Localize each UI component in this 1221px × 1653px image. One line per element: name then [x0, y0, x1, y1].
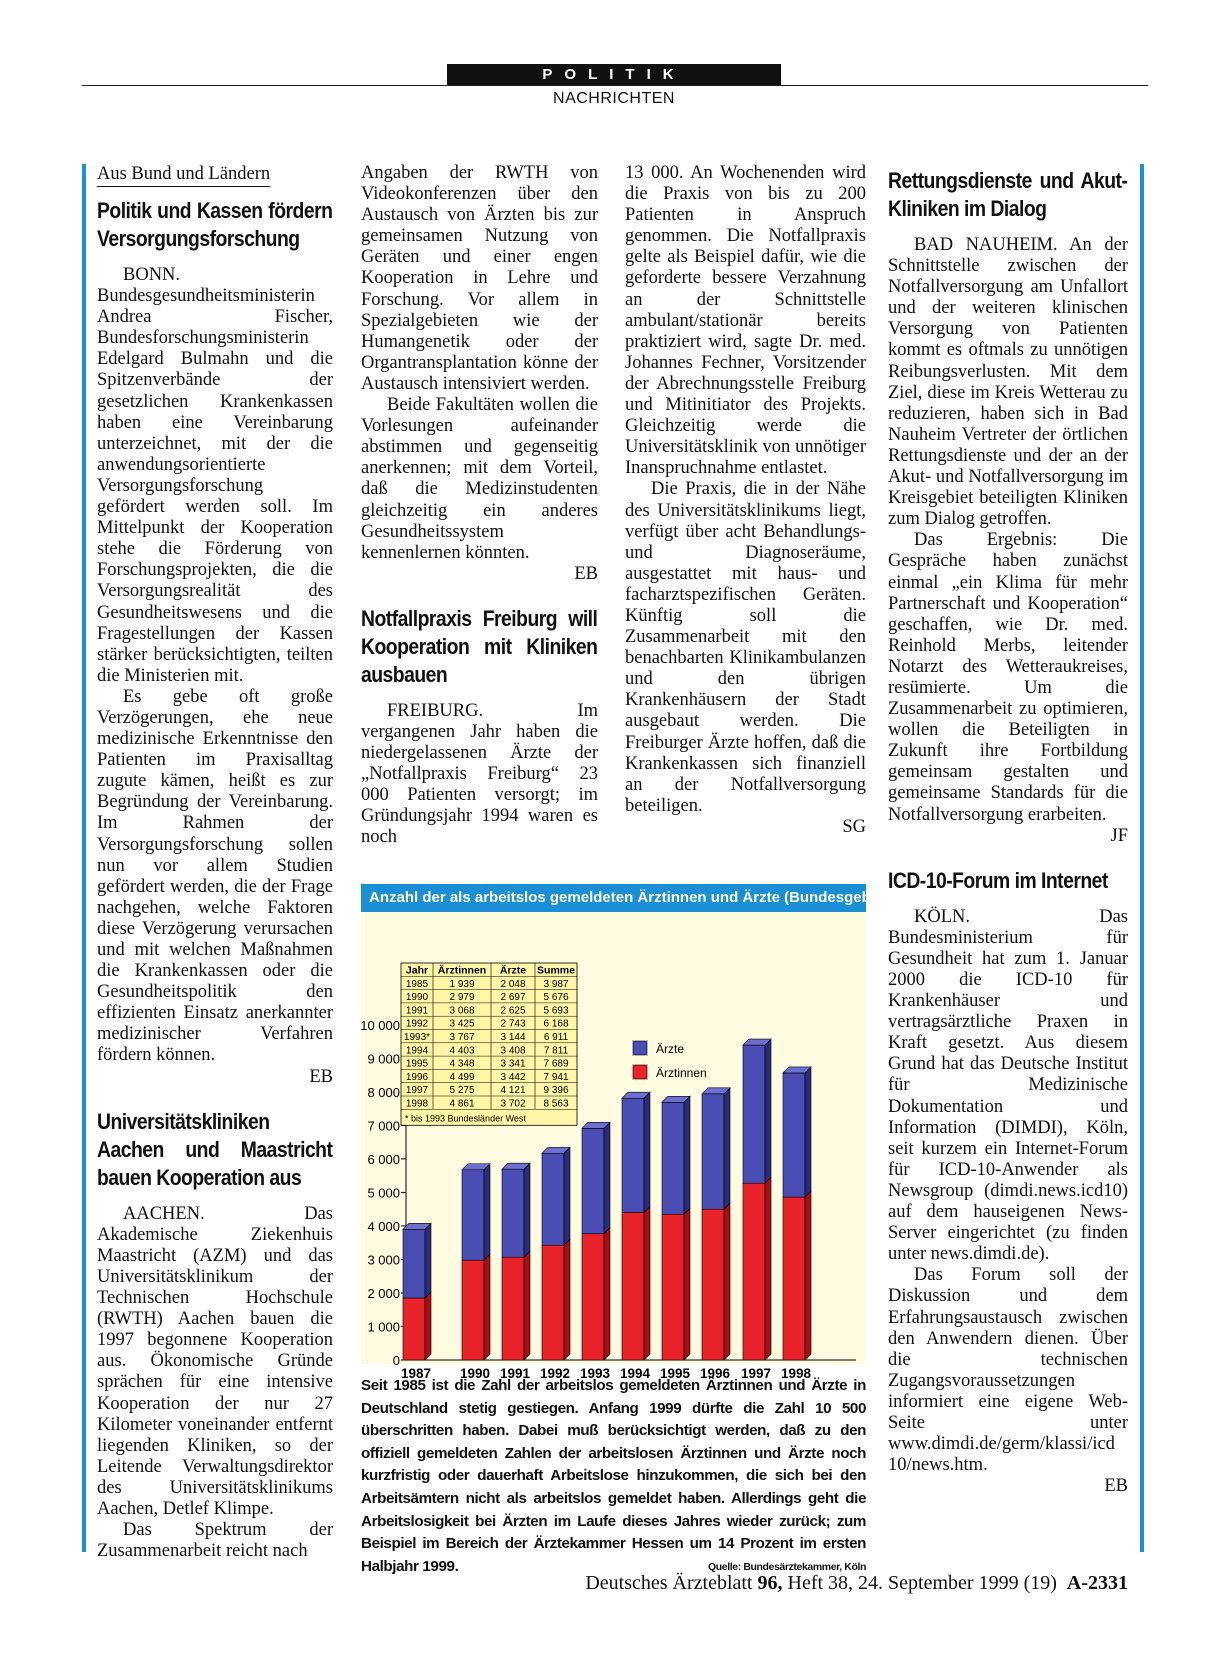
headline: Rettungsdienste und Akut-Kliniken im Dialog — [888, 168, 1128, 221]
table-cell: 4 348 — [449, 1058, 475, 1070]
table-cell: 8 563 — [543, 1098, 569, 1110]
bar-side — [765, 1039, 771, 1183]
x-tick-label: 1993 — [579, 1366, 611, 1381]
article-notfallpraxis-freiburg — [361, 605, 598, 849]
paragraph: Das Spektrum der Zusammenarbeit reicht nach — [97, 1520, 333, 1562]
bar-Ärztinnen-1994 — [622, 1206, 650, 1360]
bar-side — [484, 1164, 490, 1260]
paragraph: Beide Fakultäten wollen die Vorlesungen aufeinander abstimmen und gegenseitig anerkennen; mit dem Vorteil, daß die Medizinstudenten gleichzeitig ein anderes Gesundheitssystem kennenlernen könnten. — [361, 395, 598, 563]
y-tick-label: 8 000 — [367, 1084, 400, 1100]
table-cell: 1995 — [405, 1058, 429, 1070]
table-cell: 7 811 — [543, 1045, 569, 1057]
table-cell: 1996 — [405, 1071, 429, 1083]
table-cell: 3 408 — [500, 1045, 526, 1057]
bar-Ärzte-1997 — [743, 1039, 771, 1183]
y-tick-label: 5 000 — [367, 1185, 400, 1201]
bar-front — [502, 1257, 524, 1360]
table-cell: 3 442 — [500, 1071, 526, 1083]
bar-side — [524, 1163, 530, 1257]
table-cell: 1998 — [405, 1098, 429, 1110]
chart-caption — [361, 1375, 866, 1578]
signature: EB — [309, 1066, 333, 1087]
bar-Ärztinnen-1987 — [403, 1292, 431, 1360]
table-cell: 3 987 — [543, 978, 569, 990]
y-tick-label: 7 000 — [367, 1118, 400, 1134]
bar-side — [604, 1122, 610, 1233]
paragraph: Das Ergebnis: Die Gespräche haben zunächst einmal „ein Klima für mehr Partnerschaft und Kooperation“ geschaffen, wie Dr. med. Reinhold Merbs, leitender Notarzt des Wetteraukreises, resümierte. Um die Zusammenarbeit zu optimieren, wollen die Beteiligten in Zukunft ihre Fortbildung gemeinsam gestalten und gemeinsame Standards für die Notfallversorgung erarbeiten. — [888, 530, 1128, 825]
journal-name: Deutsches Ärzteblatt — [585, 1572, 753, 1594]
column-3 — [625, 163, 866, 838]
volume: 96, — [757, 1572, 783, 1594]
bar-Ärztinnen-1992 — [542, 1239, 570, 1360]
table-cell: 2 979 — [449, 992, 475, 1004]
y-tick-label: 0 — [392, 1353, 400, 1368]
table-cell: 1997 — [405, 1085, 429, 1097]
table-cell: 1992 — [405, 1018, 429, 1030]
table-cell: 5 693 — [543, 1005, 569, 1017]
bar-front — [783, 1073, 805, 1197]
table-header-cell: Ärzte — [499, 964, 527, 977]
x-tick-label: 1990 — [459, 1366, 491, 1381]
table-cell: 9 396 — [543, 1085, 569, 1097]
bar-front — [622, 1212, 644, 1360]
bar-side — [684, 1208, 690, 1360]
section-label: POLITIK — [447, 64, 781, 85]
bar-Ärzte-1998 — [783, 1067, 811, 1197]
paragraph: BAD NAUHEIM. An der Schnittstelle zwischen der Notfallversorgung am Unfallort und der weiteren klinischen Versorgung von Patienten kommt es oftmals zu unnötigen Reibungsverlusten. Mit dem Ziel, diese im Kreis Wetterau zu reduzieren, haben sich in Bad Nauheim Vertreter der örtlichen Rettungsdienste und der an der Akut- und Notfallversorgung im Kreisgebiet beteiligten Kliniken zum Dialog getroffen. — [888, 235, 1128, 530]
bar-front — [743, 1183, 765, 1360]
bar-front — [542, 1245, 564, 1360]
table-header-cell: Summe — [537, 964, 575, 977]
table-header-cell: Jahr — [405, 964, 429, 977]
table-cell: 4 121 — [500, 1085, 526, 1097]
bar-front — [783, 1197, 805, 1360]
headline: Notfallpraxis Freiburg will Kooperation mit Kliniken ausbauen — [361, 605, 598, 687]
bar-Ärzte-1987 — [403, 1223, 431, 1298]
table-cell: 2 743 — [500, 1018, 526, 1030]
bar-side — [724, 1088, 730, 1209]
table-cell: 4 499 — [449, 1071, 475, 1083]
signature: SG — [842, 816, 866, 837]
bar-side — [564, 1147, 570, 1245]
bar-side — [524, 1251, 530, 1360]
bar-front — [542, 1153, 564, 1245]
bar-Ärzte-1991 — [502, 1163, 530, 1257]
article-rettungsdienste — [888, 167, 1128, 847]
chart-title: Anzahl der als arbeitslos gemeldeten Ärztinnen und Ärzte (Bundesgebiet) — [361, 884, 866, 912]
table-cell: 7 689 — [543, 1058, 569, 1070]
bar-side — [425, 1223, 431, 1298]
table-cell: 3 767 — [449, 1032, 475, 1043]
bar-Ärztinnen-1995 — [662, 1208, 690, 1360]
article-versorgungsforschung — [97, 163, 333, 1088]
bar-Ärzte-1990 — [462, 1164, 490, 1260]
y-tick-label: 1 000 — [367, 1319, 400, 1335]
legend-swatch — [633, 1041, 647, 1055]
table-cell: 6 168 — [543, 1018, 569, 1030]
paragraph: 13 000. An Wochenenden wird die Praxis von bis zu 200 Patienten in Anspruch genommen. Die Notfallpraxis gelte als Beispiel dafür, wie die geforderte bessere Verzahnung an der Schnittstelle ambulant/stationär bereits praktiziert wird, sagte Dr. med. Johannes Fechner, Vorsitzender der Abrechnungsstelle Freiburg und Mitinitiator des Projekts. Gleichzeitig werde die Universitätsklinik von unnötiger Inanspruchnahme entlastet. — [625, 163, 866, 479]
bar-Ärzte-1993 — [582, 1122, 610, 1233]
table-cell: 6 911 — [543, 1032, 569, 1043]
bar-Ärztinnen-1998 — [783, 1191, 811, 1360]
legend-label: Ärzte — [656, 1042, 685, 1056]
paragraph: Die Praxis, die in der Nähe des Universitätsklinikums liegt, verfügt über acht Behandlungs- und Diagnoseräume, ausgestattet mit haus- und facharztspezifischen Geräten. Künftig soll die Zusammenarbeit mit den benachbarten Klinikambulanzen und den übrigen Krankenhäusern der Stadt ausgebaut werden. Die Freiburger Ärzte hoffen, daß die Krankenkassen sich finanziell an der Notfallversorgung beteiligen. — [625, 479, 866, 816]
bar-Ärztinnen-1997 — [743, 1177, 771, 1360]
page-number: A-2331 — [1066, 1572, 1128, 1594]
chart-source: Quelle: Bundesärztekammer, Köln — [708, 1560, 866, 1573]
table-cell: 1991 — [405, 1005, 429, 1017]
article-aachen-maastricht — [97, 1108, 333, 1563]
table-cell: 1990 — [405, 992, 429, 1004]
table-header-cell: Ärztinnen — [437, 964, 487, 977]
bar-side — [724, 1203, 730, 1360]
signature: JF — [1110, 825, 1128, 846]
bar-front — [403, 1298, 425, 1360]
issue: Heft 38, 24. September 1999 (19) — [787, 1572, 1057, 1594]
y-tick-label: 10 000 — [360, 1017, 400, 1033]
table-cell: 2 048 — [500, 978, 526, 990]
paragraph: Das Forum soll der Diskussion und dem Erfahrungsaustausch zwischen den Anwendern dienen. Über die technischen Zugangsvoraussetzungen informiert eine eigene Web-Seite unter www.dimdi.de/germ/klassi/icd 10/news.htm. — [888, 1265, 1128, 1476]
bar-side — [805, 1067, 811, 1197]
bar-front — [582, 1128, 604, 1233]
legend-swatch — [633, 1065, 647, 1079]
x-tick-label: 1998 — [780, 1366, 812, 1381]
headline: Politik und Kassen fördern Versorgungsforschung — [97, 198, 333, 251]
bar-Ärztinnen-1993 — [582, 1228, 610, 1360]
left-accent-bar — [82, 164, 86, 1552]
bar-front — [743, 1045, 765, 1183]
article-icd10-forum — [888, 867, 1128, 1498]
column-2 — [361, 163, 598, 849]
bar-side — [564, 1239, 570, 1360]
signature: EB — [1104, 1476, 1128, 1497]
table-cell: 4 861 — [449, 1098, 475, 1110]
bar-front — [622, 1098, 644, 1212]
bar-front — [662, 1102, 684, 1214]
y-tick-label: 4 000 — [367, 1218, 400, 1234]
table-cell: 2 625 — [500, 1005, 526, 1017]
x-tick-label: 1995 — [659, 1366, 691, 1381]
caption-text: Seit 1985 ist die Zahl der arbeitslos gemeldeten Ärztinnen und Ärzte in Deutschland stetig gestiegen. Anfang 1999 dürfte die Zahl 10 500 überschritten haben. Dabei muß berücksichtigt werden, daß zu den offiziell gemeldeten Zahlen der arbeitslosen Ärztinnen und Ärzte noch kurzfristig oder dauerhaft Arbeitslose hinzukommen, die sich bei den Arbeitsämtern nicht als arbeitslos gemeldet haben. Allerdings geht die Arbeitslosigkeit bei Ärzten im Laufe dieses Jahres wieder zurück; zum Beispiel im Bereich der Ärztekammer Hessen um 14 Prozent im ersten Halbjahr 1999. — [361, 1377, 866, 1575]
x-tick-label: 1994 — [619, 1366, 651, 1381]
table-cell: 3 068 — [449, 1005, 475, 1017]
bar-front — [702, 1094, 724, 1209]
table-cell: 7 941 — [543, 1071, 569, 1083]
table-footnote: * bis 1993 Bundesländer West — [405, 1113, 526, 1124]
paragraph: Es gebe oft große Verzögerungen, ehe neue medizinische Erkenntnisse den Patienten im Praxisalltag zugute kämen, heißt es zur Begründung der Vereinbarung. Im Rahmen der Versorgungsforschung sollen nun vor allem Studien gefördert werden, die der Frage nachgehen, welche Faktoren diese Verzögerung verursachen und mit welchen Maßnahmen die Krankenkassen oder die Gesundheitspolitik den effizienten Einsatz anerkannter medizinischer Verfahren fördern können. — [97, 686, 333, 1066]
bar-Ärztinnen-1996 — [702, 1203, 730, 1360]
bar-front — [702, 1209, 724, 1360]
column-4 — [888, 163, 1128, 1497]
signature: EB — [574, 563, 598, 584]
y-tick-label: 3 000 — [367, 1252, 400, 1268]
table-cell: 1 939 — [449, 978, 475, 990]
header-rule — [82, 85, 1148, 86]
bar-side — [644, 1092, 650, 1212]
y-tick-label: 6 000 — [367, 1151, 400, 1167]
paragraph: KÖLN. Das Bundesministerium für Gesundheit hat zum 1. Januar 2000 die ICD-10 für Krankenhäuser und vertragsärztliche Praxen in Kraft gesetzt. Aus diesem Grund hat das Deutsche Institut für Medizinische Dokumentation und Information (DIMDI), Köln, seit kurzem ein Internet-Forum für ICD-10-Anwender als Newsgroup (dimdi.news.icd10) auf dem hauseigenen News-Server eingerichtet (zu finden unter news.dimdi.de). — [888, 906, 1128, 1265]
table-cell: 5 676 — [543, 992, 569, 1004]
table-cell: 3 341 — [500, 1058, 526, 1070]
subsection-label: NACHRICHTEN — [553, 90, 675, 107]
bar-Ärzte-1992 — [542, 1147, 570, 1245]
bar-side — [684, 1096, 690, 1214]
table-cell: 1985 — [405, 978, 429, 990]
bar-front — [582, 1234, 604, 1360]
table-cell: 3 425 — [449, 1018, 475, 1030]
x-tick-label: 1996 — [699, 1366, 731, 1381]
right-accent-bar — [1140, 164, 1144, 1552]
table-cell: 5 275 — [449, 1085, 475, 1097]
table-cell: 3 144 — [500, 1032, 526, 1043]
bar-side — [805, 1191, 811, 1360]
table-cell: 1994 — [405, 1045, 429, 1057]
x-tick-label: 1997 — [740, 1366, 772, 1381]
x-tick-label: 1987 — [400, 1366, 432, 1381]
bar-front — [462, 1170, 484, 1260]
bar-Ärzte-1994 — [622, 1092, 650, 1212]
column-1 — [97, 163, 333, 1562]
legend-label: Ärztinnen — [656, 1066, 707, 1080]
x-tick-label: 1991 — [499, 1366, 531, 1381]
y-tick-label: 2 000 — [367, 1285, 400, 1301]
bar-front — [403, 1229, 425, 1298]
x-tick-label: 1992 — [539, 1366, 571, 1381]
paragraph: AACHEN. Das Akademische Ziekenhuis Maastricht (AZM) und das Universitätsklinikum der Technischen Hochschule (RWTH) Aachen bauen die 1997 begonnene Kooperation aus. Ökonomische Gründe sprächen für eine intensive Kooperation der nur 27 Kilometer voneinander entfernt liegenden Kliniken, so der Leitende Verwaltungsdirektor des Universitätsklinikums Aachen, Detlef Klimpe. — [97, 1203, 333, 1519]
paragraph: BONN. Bundesgesundheitsministerin Andrea Fischer, Bundesforschungsministerin Edelgard Bulmahn und die Spitzenverbände der gesetzlichen Krankenkassen haben eine Vereinbarung unterzeichnet, mit der die anwendungsorientierte Versorgungsforschung gefördert werden soll. Im Mittelpunkt der Kooperation stehe die Förderung von Forschungsprojekten, die die Versorgungsrealität des Gesundheitswesens und die Fragestellungen der Kassen stärker berücksichtigten, teilten die Ministerien mit. — [97, 265, 333, 686]
bar-Ärzte-1995 — [662, 1096, 690, 1214]
table-cell: 1993* — [403, 1032, 431, 1043]
page-footer — [560, 1572, 1128, 1595]
bar-front — [502, 1169, 524, 1257]
bar-side — [644, 1206, 650, 1360]
bar-Ärzte-1996 — [702, 1088, 730, 1209]
bar-chart — [360, 912, 866, 1381]
bar-side — [484, 1254, 490, 1360]
bar-front — [462, 1260, 484, 1360]
bar-Ärztinnen-1990 — [462, 1254, 490, 1360]
paragraph: Angaben der RWTH von Videokonferenzen über den Austausch von Ärzten bis zur gemeinsamen Nutzung von Geräten und einer engen Kooperation in Lehre und Forschung. Vor allem in Spezialgebieten wie der Humangenetik oder der Organtransplantation könne der Austausch intensiviert werden. — [361, 163, 598, 394]
bar-side — [425, 1292, 431, 1360]
paragraph: FREIBURG. Im vergangenen Jahr haben die niedergelassenen Ärzte der „Notfallpraxis Freiburg“ 23 000 Patienten versorgt; im Gründungsjahr 1994 waren es noch — [361, 700, 598, 848]
bar-side — [604, 1228, 610, 1360]
kicker: Aus Bund und Ländern — [97, 163, 270, 187]
headline: ICD-10-Forum im Internet — [888, 867, 1108, 893]
headline: Universitätskliniken Aachen und Maastricht bauen Kooperation aus — [97, 1108, 333, 1190]
table-cell: 4 403 — [449, 1045, 475, 1057]
bar-side — [765, 1177, 771, 1360]
bar-front — [662, 1214, 684, 1360]
table-cell: 2 697 — [500, 992, 526, 1004]
bar-Ärztinnen-1991 — [502, 1251, 530, 1360]
table-cell: 3 702 — [500, 1098, 526, 1110]
y-tick-label: 9 000 — [367, 1051, 400, 1067]
